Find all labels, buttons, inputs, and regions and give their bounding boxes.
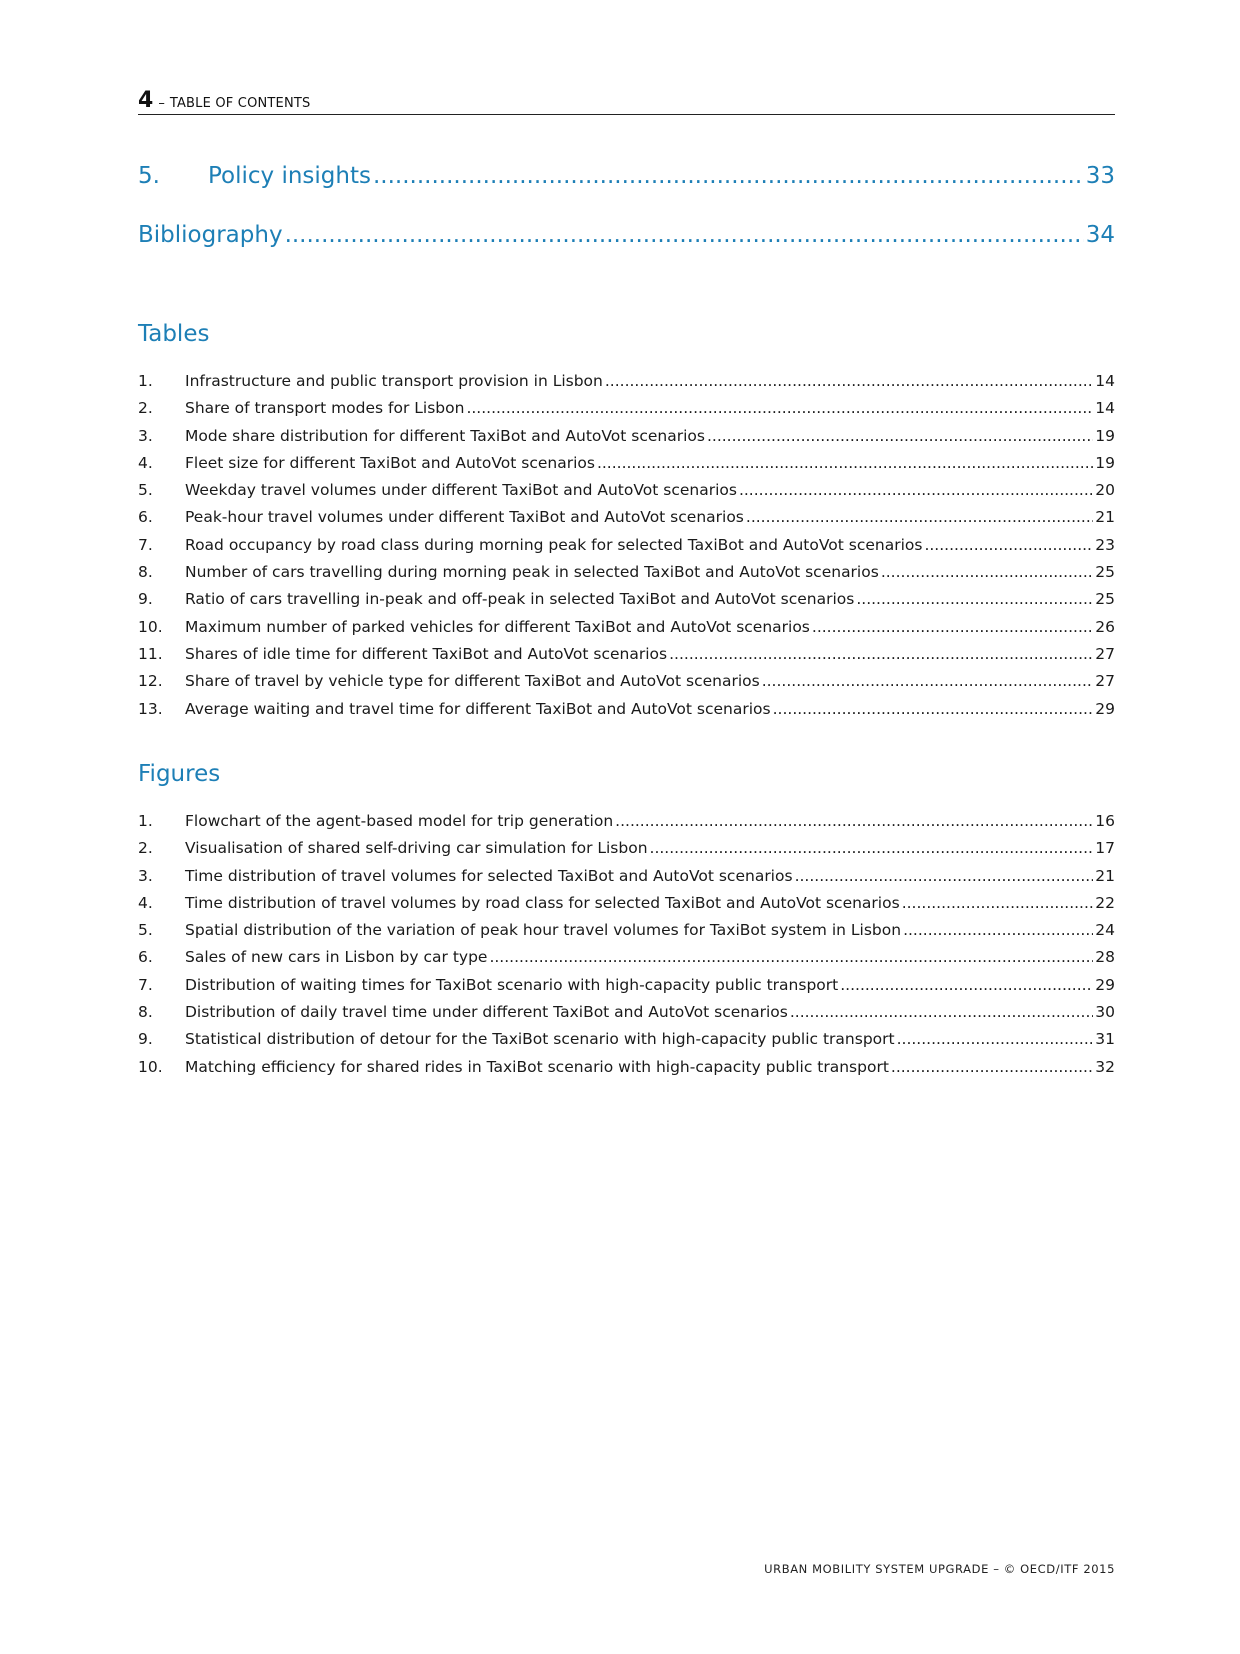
figure-entry[interactable]: [138, 839, 1115, 866]
figure-entry[interactable]: [138, 894, 1115, 921]
dot-leader: [466, 399, 1093, 417]
dot-leader: [707, 427, 1093, 445]
entry-label: Distribution of waiting times for TaxiBot scenario with high-capacity public transport: [185, 975, 839, 994]
entry-number: 3.: [138, 426, 153, 445]
entry-label: Time distribution of travel volumes for selected TaxiBot and AutoVot scenarios: [185, 866, 793, 885]
dot-leader: [739, 481, 1093, 499]
entry-number: 5.: [138, 921, 153, 940]
entry-label: Distribution of daily travel time under different TaxiBot and AutoVot scenarios: [185, 1003, 788, 1022]
dot-leader: [285, 222, 1084, 248]
entry-number: 10.: [138, 617, 163, 636]
page-footer: URBAN MOBILITY SYSTEM UPGRADE – © OECD/ITF 2015: [764, 1562, 1115, 1576]
entry-page: 31: [1095, 1030, 1115, 1049]
figures-heading: Figures: [138, 761, 221, 787]
figure-entry[interactable]: [138, 948, 1115, 975]
entry-number: 2.: [138, 839, 153, 858]
entry-number: 8.: [138, 563, 153, 582]
entry-number: 5.: [138, 481, 153, 500]
entry-label: Peak-hour travel volumes under different TaxiBot and AutoVot scenarios: [185, 508, 744, 527]
entry-label: Shares of idle time for different TaxiBot and AutoVot scenarios: [185, 644, 668, 663]
chapter-number: 5.: [138, 163, 160, 189]
dot-leader: [489, 948, 1093, 966]
entry-number: 13.: [138, 699, 163, 718]
entry-number: 9.: [138, 1030, 153, 1049]
entry-number: 4.: [138, 453, 153, 472]
entry-number: 6.: [138, 508, 153, 527]
figure-entry[interactable]: [138, 1003, 1115, 1030]
figure-entry[interactable]: [138, 1058, 1115, 1085]
entry-label: Weekday travel volumes under different TaxiBot and AutoVot scenarios: [185, 481, 737, 500]
entry-label: Number of cars travelling during morning peak in selected TaxiBot and AutoVot scenarios: [185, 563, 879, 582]
table-entry[interactable]: [138, 700, 1115, 727]
dot-leader: [902, 894, 1093, 912]
document-page: [138, 0, 1115, 1654]
entry-number: 1.: [138, 372, 153, 390]
entry-page: 23: [1095, 535, 1115, 554]
dot-leader: [597, 454, 1093, 472]
dot-leader: [812, 618, 1093, 636]
entry-label: Visualisation of shared self-driving car simulation for Lisbon: [185, 839, 648, 858]
figure-entry[interactable]: [138, 921, 1115, 948]
entry-page: 22: [1095, 893, 1115, 912]
dot-leader: [840, 976, 1093, 994]
entry-page: 32: [1095, 1057, 1115, 1076]
entry-number: 2.: [138, 399, 153, 418]
page-header: [138, 84, 1115, 115]
entry-number: 9.: [138, 590, 153, 609]
entry-label: Fleet size for different TaxiBot and AutoVot scenarios: [185, 453, 595, 472]
entry-label: Share of transport modes for Lisbon: [185, 399, 465, 418]
entry-number: 4.: [138, 893, 153, 912]
entry-page: 29: [1095, 975, 1115, 994]
figure-entry[interactable]: [138, 976, 1115, 1003]
dot-leader: [605, 372, 1093, 390]
entry-page: 14: [1095, 399, 1115, 418]
table-entry[interactable]: [138, 590, 1115, 617]
figures-list: [138, 812, 1115, 1085]
figure-entry[interactable]: [138, 867, 1115, 894]
entry-number: 1.: [138, 812, 153, 830]
dot-leader: [903, 921, 1093, 939]
dot-leader: [790, 1003, 1093, 1021]
entry-number: 3.: [138, 866, 153, 885]
entry-page: 25: [1095, 563, 1115, 582]
toc-chapter-policy-insights[interactable]: [138, 163, 1115, 189]
table-entry[interactable]: [138, 427, 1115, 454]
entry-page: 29: [1095, 699, 1115, 718]
entry-label: Mode share distribution for different TaxiBot and AutoVot scenarios: [185, 426, 705, 445]
entry-page: 24: [1095, 921, 1115, 940]
entry-page: 21: [1095, 508, 1115, 527]
dot-leader: [762, 672, 1093, 690]
chapter-label: Bibliography: [138, 222, 283, 248]
table-entry[interactable]: [138, 645, 1115, 672]
entry-page: 14: [1095, 372, 1115, 390]
entry-label: Flowchart of the agent-based model for trip generation: [185, 812, 614, 830]
dot-leader: [373, 163, 1084, 189]
entry-label: Average waiting and travel time for different TaxiBot and AutoVot scenarios: [185, 699, 771, 718]
entry-page: 27: [1095, 644, 1115, 663]
table-entry[interactable]: [138, 563, 1115, 590]
dot-leader: [891, 1058, 1093, 1076]
dot-leader: [669, 645, 1093, 663]
table-entry[interactable]: [138, 508, 1115, 535]
table-entry[interactable]: [138, 399, 1115, 426]
entry-label: Time distribution of travel volumes by road class for selected TaxiBot and AutoVot scenarios: [185, 893, 900, 912]
entry-number: 11.: [138, 644, 163, 663]
entry-page: 20: [1095, 481, 1115, 500]
dot-leader: [881, 563, 1093, 581]
entry-label: Road occupancy by road class during morning peak for selected TaxiBot and AutoVot scenarios: [185, 535, 923, 554]
header-title: TABLE OF CONTENTS: [169, 96, 311, 111]
figure-entry[interactable]: [138, 812, 1115, 839]
dot-leader: [924, 536, 1093, 554]
chapter-label: Policy insights: [208, 163, 371, 189]
table-entry[interactable]: [138, 372, 1115, 399]
entry-label: Infrastructure and public transport provision in Lisbon: [185, 372, 603, 390]
entry-label: Share of travel by vehicle type for different TaxiBot and AutoVot scenarios: [185, 672, 760, 691]
entry-page: 19: [1095, 426, 1115, 445]
table-entry[interactable]: [138, 454, 1115, 481]
tables-heading: Tables: [138, 321, 210, 347]
entry-label: Statistical distribution of detour for the TaxiBot scenario with high-capacity public transport: [185, 1030, 895, 1049]
entry-label: Ratio of cars travelling in-peak and off-peak in selected TaxiBot and AutoVot scenarios: [185, 590, 855, 609]
dot-leader: [650, 839, 1093, 857]
figure-entry[interactable]: [138, 1030, 1115, 1057]
tables-list: [138, 372, 1115, 727]
entry-number: 7.: [138, 975, 153, 994]
entry-number: 6.: [138, 948, 153, 967]
entry-label: Sales of new cars in Lisbon by car type: [185, 948, 488, 967]
table-entry[interactable]: [138, 536, 1115, 563]
entry-number: 10.: [138, 1057, 163, 1076]
entry-page: 17: [1095, 839, 1115, 858]
dot-leader: [773, 700, 1093, 718]
toc-chapter-bibliography[interactable]: [138, 222, 1115, 248]
entry-label: Maximum number of parked vehicles for different TaxiBot and AutoVot scenarios: [185, 617, 810, 636]
chapter-page: 33: [1085, 163, 1115, 189]
entry-number: 8.: [138, 1003, 153, 1022]
entry-page: 19: [1095, 453, 1115, 472]
entry-page: 25: [1095, 590, 1115, 609]
entry-page: 30: [1095, 1003, 1115, 1022]
dot-leader: [856, 590, 1093, 608]
table-entry[interactable]: [138, 672, 1115, 699]
entry-label: Spatial distribution of the variation of peak hour travel volumes for TaxiBot system in Lisbon: [185, 921, 902, 940]
dot-leader: [897, 1030, 1093, 1048]
entry-label: Matching efficiency for shared rides in TaxiBot scenario with high-capacity public transport: [185, 1057, 889, 1076]
entry-number: 7.: [138, 535, 153, 554]
dot-leader: [746, 508, 1093, 526]
page-number: 4: [138, 88, 154, 113]
header-separator: –: [158, 96, 165, 111]
chapter-page: 34: [1085, 222, 1115, 248]
entry-page: 16: [1095, 812, 1115, 830]
entry-page: 27: [1095, 672, 1115, 691]
entry-page: 21: [1095, 866, 1115, 885]
entry-page: 28: [1095, 948, 1115, 967]
entry-number: 12.: [138, 672, 163, 691]
dot-leader: [615, 812, 1093, 830]
table-entry[interactable]: [138, 618, 1115, 645]
dot-leader: [795, 867, 1093, 885]
table-entry[interactable]: [138, 481, 1115, 508]
entry-page: 26: [1095, 617, 1115, 636]
